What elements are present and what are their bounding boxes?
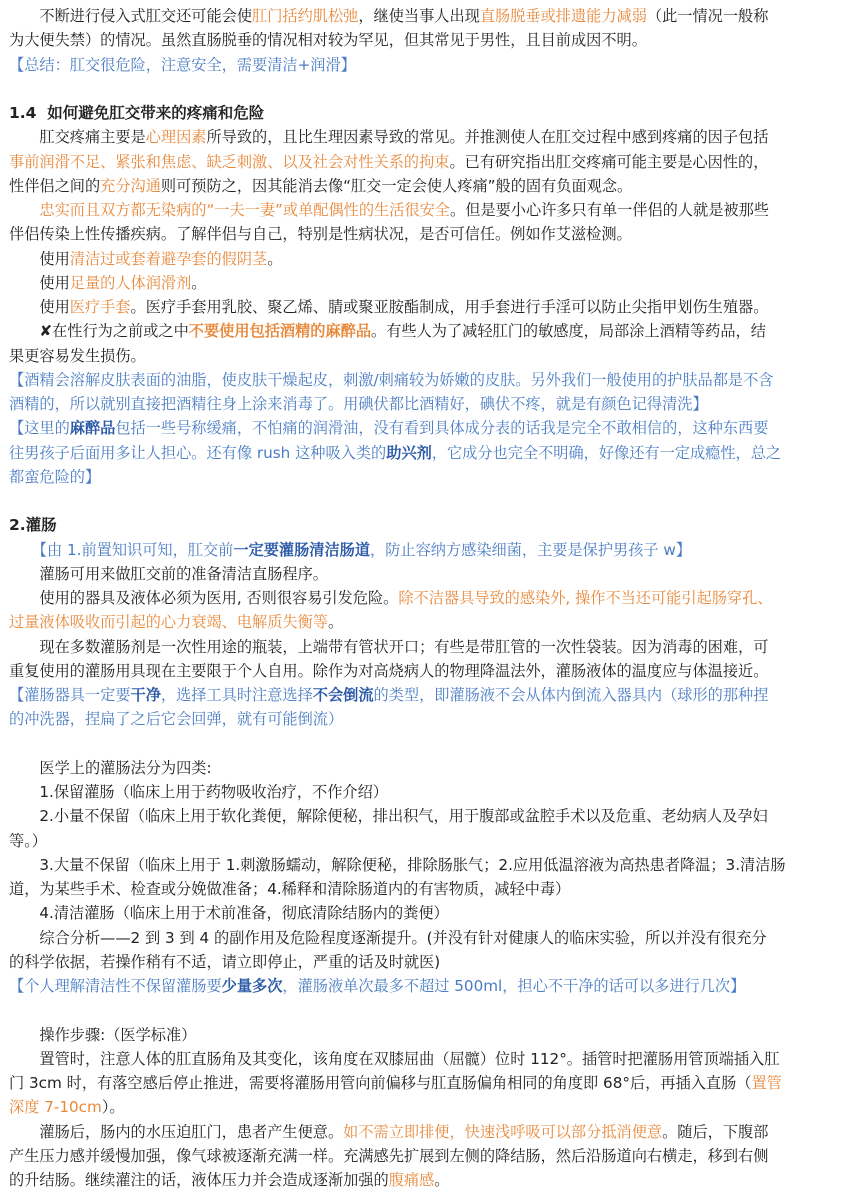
text-run: 使用的器具及液体必须为医用, 否则很容易引发危险。 (9, 589, 399, 607)
text-line (9, 125, 768, 150)
note-blue-bold: 干净 (130, 686, 161, 704)
text-run: 产生压力感并缓慢加强，像气球被逐渐充满一样。充满感先扩展到左侧的降结肠，然后沿肠道向右横走，移到右侧 (9, 1146, 769, 1165)
text-run: （此一情况一般称 (646, 7, 769, 25)
note-blue-bold: 少量多次 (221, 977, 283, 995)
text-line (9, 635, 768, 660)
highlight-orange: 深度 7-10cm (9, 1098, 102, 1117)
text-run: 。但是要小心许多只有单一伴侣的人就是被那些 (450, 201, 769, 219)
section-heading: 2.灌肠 (9, 516, 57, 535)
text-line (9, 586, 773, 611)
text-line (9, 53, 356, 78)
highlight-orange: 医疗手套 (69, 298, 131, 316)
text-run: 。 (267, 249, 283, 268)
highlight-orange: 事前润滑不足、紧张和焦虑、缺乏刺激、以及社会对性关系的拘束 (9, 152, 450, 171)
highlight-orange: 充分沟通 (100, 176, 161, 195)
text-run: 。医疗手套用乳胶、聚乙烯、腈或聚亚胺酯制成，用手套进行手淫可以防止尖指甲划伤生殖器。 (130, 298, 769, 316)
text-line (9, 1023, 196, 1048)
text-run: 肛交疼痛主要是 (9, 128, 146, 147)
text-line (9, 974, 745, 999)
text-run: 置管时，注意人体的肛直肠角及其变化，该角度在双膝屈曲（屈髋）位时 112°。插管时把灌肠用管顶端插入肛 (9, 1049, 780, 1068)
text-line (9, 950, 440, 975)
text-run: ）。 (101, 1098, 125, 1117)
highlight-orange: 足量的人体润滑剂 (69, 273, 192, 292)
note-blue: 包括一些号称缓痛，不怕痛的润滑油，没有看到具体成分表的话我是完全不敢相信的，这种东西要 (115, 419, 769, 438)
text-run: 门 3cm 时，有落空感后停止推进，需要将灌肠用管向前偏移与肛直肠偏角相同的角度即 68°后，再插入直肠（ (9, 1074, 752, 1092)
text-run: 果更容易发生损伤。 (9, 346, 146, 365)
text-run: 4.清洁灌肠（临床上用于术前准备，彻底清除结肠内的粪便） (9, 904, 449, 923)
note-blue: 【酒精会溶解皮肤表面的油脂，使皮肤干燥起皮，刺激/刺痛较为娇嫩的皮肤。另外我们一般使用的护肤品都是不含 (9, 370, 774, 389)
text-run: 2.小量不保留（临床上用于软化粪便，解除便秘，排出积气，用于腹部或盆腔手术以及危重、老幼病人及孕妇 (9, 807, 768, 826)
text-run: 。 (327, 613, 344, 632)
text-line (9, 271, 206, 296)
text-run: 使用 (9, 249, 70, 268)
text-run: 。有些人为了减轻肛门的敏感度，局部涂上酒精等药品，结 (371, 322, 766, 341)
text-run: 等。） (9, 831, 47, 850)
section-heading: 1.4 如何避免肛交带来的疼痛和危险 (9, 104, 265, 122)
text-line (9, 659, 768, 684)
note-blue: ，灌肠液单次最多不超过 500ml，担心不干净的话可以多进行几次】 (282, 977, 746, 995)
note-blue: ，防止容纳方感染细菌，主要是保护男孩子 w】 (370, 540, 692, 559)
text-line (9, 4, 768, 29)
note-blue: ，它成分也完全不明确，好像还有一定成瘾性，总之 (431, 443, 782, 462)
highlight-orange: 直肠脱垂或排遗能力减弱 (479, 7, 647, 25)
text-line (9, 1047, 779, 1072)
text-run: 则可预防之，因其能消去像“肛交一定会使人疼痛”般的固有负面观念。 (160, 176, 633, 195)
note-blue: 都蛮危险的】 (9, 467, 101, 486)
text-line (9, 562, 328, 587)
text-line (9, 222, 632, 247)
note-blue: 酒精的，所以就别直接把酒精往身上涂来消毒了。用碘伏都比酒精好，碘伏不疼，就是有颜色记得清洗】 (9, 395, 708, 413)
text-line (9, 1071, 782, 1096)
warning-bold: 不要使用包括酒精的麻醉品 (188, 322, 372, 341)
text-line (9, 829, 47, 854)
text-line (9, 926, 767, 951)
text-line (9, 28, 647, 53)
highlight-orange: 心理因素 (145, 128, 207, 147)
text-run: 伴侣传染上性传播疾病。了解伴侣与自己，特别是性病状况，是否可信任。例如作艾滋检测。 (9, 225, 632, 244)
text-line (9, 1144, 768, 1169)
text-run: 现在多数灌肠剂是一次性用途的瓶装，上端带有管状开口；有些是带肛管的一次性袋装。因为消毒的困难，可 (9, 637, 769, 656)
note-blue-bold: 助兴剂 (386, 443, 432, 462)
text-line (9, 1120, 768, 1145)
text-line (9, 247, 282, 272)
text-run: 灌肠后，肠内的水压迫肛门，患者产生便意。 (9, 1122, 344, 1141)
highlight-orange: 清洁过或套着避孕套的假阴茎 (69, 249, 268, 268)
note-blue-bold: 不会倒流 (312, 686, 374, 704)
note-blue: 【灌肠器具一定要 (9, 686, 131, 704)
text-run: 。 (191, 273, 207, 292)
text-line (9, 368, 774, 393)
text-run: 性伴侣之间的 (9, 176, 101, 195)
note-blue: 往男孩子后面用多让人担心。还有像 rush 这种吸入类的 (9, 443, 387, 462)
text-line (9, 683, 768, 708)
text-line (9, 392, 708, 417)
note-blue: 【这里的 (9, 419, 70, 438)
text-run: 重复使用的灌肠用具现在主要限于个人自用。除作为对高烧病人的物理降温法外，灌肠液体的温度应与体温接近。 (9, 661, 769, 680)
text-run: 3.大量不保留（临床上用于 1.刺激肠蠕动，解除便秘，排除肠胀气；2.应用低温溶液为高热患者降温；3.清洁肠 (9, 855, 786, 874)
text-line (9, 804, 768, 829)
text-line (9, 538, 691, 563)
text-line (9, 295, 768, 320)
text-line (9, 756, 212, 781)
text-line (9, 465, 100, 490)
text-run: 所导致的，且比生理因素导致的常见。并推测使人在肛交过程中感到疼痛的因子包括 (206, 128, 769, 147)
text-run: 1.保留灌肠（临床上用于药物吸收治疗，不作介绍） (9, 783, 388, 801)
text-line (9, 610, 343, 635)
text-run: 。随后，下腹部 (662, 1122, 769, 1141)
highlight-orange: 置管 (751, 1074, 782, 1092)
text-run: 使用 (9, 273, 70, 292)
text-run: 不断进行侵入式肛交还可能会使 (9, 7, 252, 25)
text-run: 医学上的灌肠法分为四类: (9, 758, 212, 777)
highlight-orange: 忠实而且双方都无染病的“一夫一妻”或单配偶性的生活很安全 (39, 201, 450, 219)
text-line (9, 780, 388, 805)
text-line (9, 101, 264, 126)
note-blue: ，选择工具时注意选择 (160, 686, 313, 704)
text-line (9, 901, 449, 926)
highlight-orange: 如不需立即排便，快速浅呼吸可以部分抵消便意 (343, 1122, 663, 1141)
text-run (9, 201, 39, 219)
note-blue: 【总结：肛交很危险，注意安全，需要清洁+润滑】 (9, 55, 356, 74)
text-run: 为大便失禁）的情况。虽然直肠脱垂的情况相对较为罕见，但其常见于男性，且目前成因不明。 (9, 31, 647, 50)
note-blue-bold: 麻醉品 (69, 419, 116, 438)
highlight-orange: 肛门括约肌松弛 (252, 7, 359, 25)
text-run: 的科学依据，若操作稍有不适，请立即停止，严重的话及时就医) (9, 952, 441, 971)
text-line (9, 174, 632, 199)
note-blue-bold: 一定要灌肠清洁肠道 (233, 540, 371, 559)
text-run: 使用 (9, 298, 70, 316)
text-run: 的升结肠。继续灌注的话，液体压力并会造成逐渐加强的 (9, 1171, 389, 1189)
text-run: 综合分析——2 到 3 到 4 的副作用及危险程度逐渐提升。(并没有针对健康人的临床实验，所以并没有很充分 (9, 928, 767, 947)
text-run: 操作步骤:（医学标准） (9, 1025, 197, 1044)
text-run: 。 (434, 1171, 450, 1189)
text-run: ，继使当事人出现 (358, 7, 480, 25)
note-blue: 的冲洗器，捏扁了之后它会回弹，就有可能倒流） (9, 710, 344, 729)
highlight-orange: 腹痛感 (388, 1171, 435, 1189)
text-line (9, 853, 786, 878)
highlight-orange: 过量液体吸收而引起的心力衰竭、电解质失衡等 (9, 613, 328, 632)
text-line (9, 319, 766, 344)
text-run: 道，为某些手术、检查或分娩做准备；4.稀释和清除肠道内的有害物质，减轻中毒） (9, 880, 571, 898)
text-line (9, 198, 769, 223)
text-line (9, 1095, 125, 1120)
text-run: 。已有研究指出肛交疼痛可能主要是心因性的， (449, 152, 769, 171)
text-line (9, 441, 781, 466)
text-line (9, 150, 768, 175)
note-blue: 【由 1.前置知识可知，肛交前 (9, 540, 234, 559)
text-line (9, 416, 768, 441)
text-line (9, 707, 343, 732)
highlight-orange: 除不洁器具导致的感染外, 操作不当还可能引起肠穿孔、 (398, 589, 773, 607)
note-blue: 的类型，即灌肠液不会从体内倒流入器具内（球形的那种捏 (373, 686, 769, 704)
note-blue: 【个人理解清洁性不保留灌肠要 (9, 977, 222, 995)
text-line (9, 344, 146, 369)
text-line (9, 877, 570, 902)
text-line (9, 1168, 449, 1193)
text-run: ✘在性行为之前或之中 (9, 322, 189, 341)
text-line (9, 513, 57, 538)
text-run: 灌肠可用来做肛交前的准备清洁直肠程序。 (9, 564, 328, 583)
